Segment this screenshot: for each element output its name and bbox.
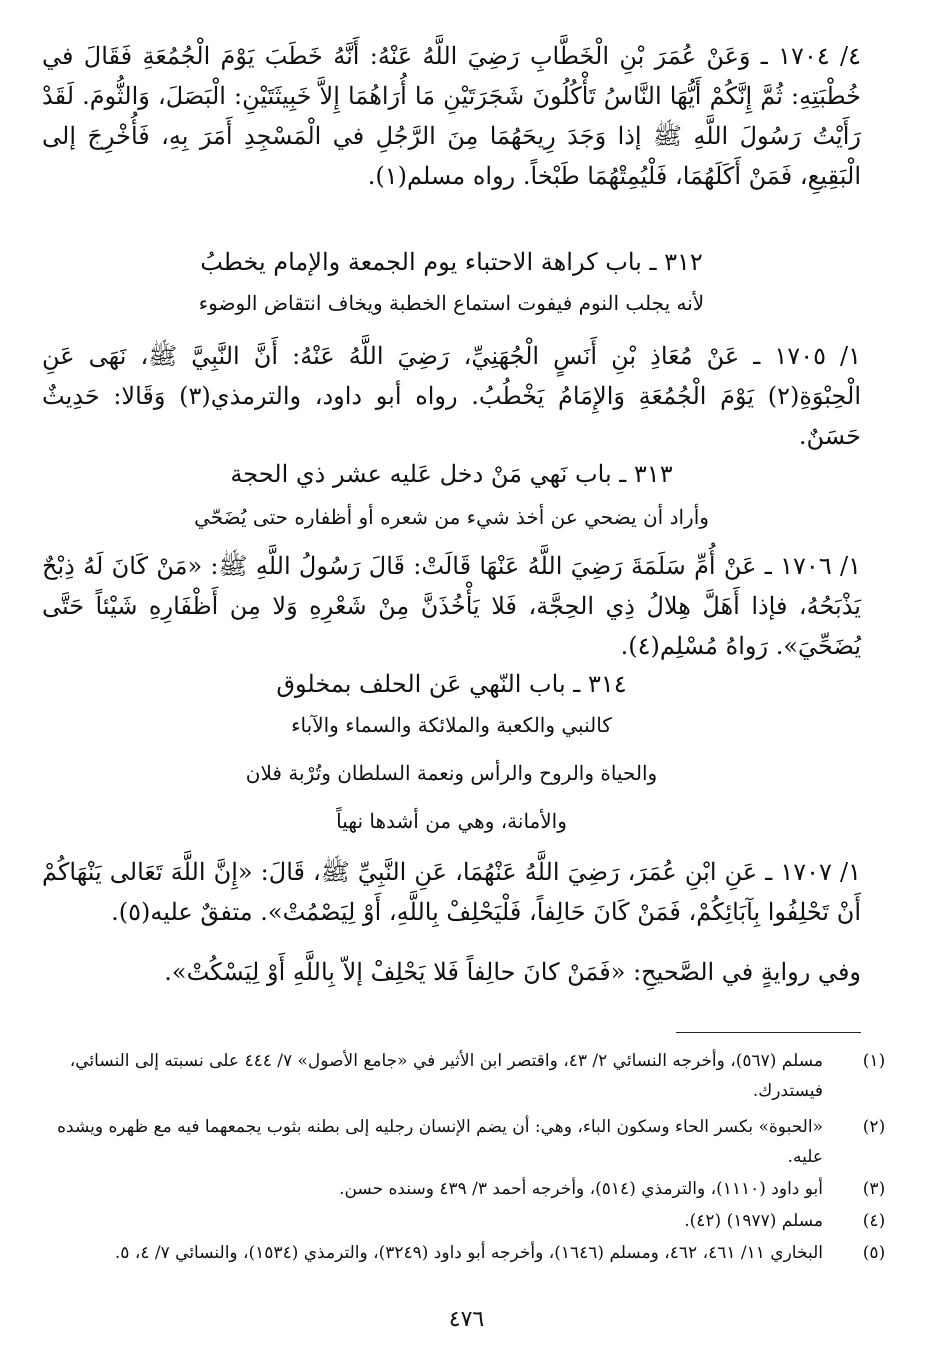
hadith-1707-paragraph: ١/ ١٧٠٧ ـ عَنِ ابْنِ عُمَرَ، رَضِيَ اللَّهُ عَنْهُمَا، عَنِ النَّبِيِّ ﷺ، قَالَ: «إِنَّ اللَّهَ تَعَالى يَنْهَاكُمْ أَنْ تَحْلِفُوا بِآبَائِكُمْ، فَمَنْ كَانَ حَالِفاً، فَلْيَحْلِفْ بِاللَّهِ، أَوْ لِيَصْمُتْ». متفقٌ عليه(٥). <box>42 858 861 926</box>
footnote-number: (٥) <box>862 1243 886 1263</box>
hadith-1706-paragraph: ١/ ١٧٠٦ ـ عَنْ أُمِّ سَلَمَةَ رَضِيَ اللَّهُ عَنْهَا قَالَتْ: قَالَ رَسُولُ اللَّهِ ﷺ: «مَنْ كَانَ لَهُ ذِبْحٌ يَذْبَحُهُ، فإذا أَهَلَّ هِلالُ ذِي الحِجَّة، فَلا يَأْخُذَنَّ مِنْ شَعْرِهِ وَلا مِن أَظْفَارِهِ شَيْئاً حَتَّى يُضَحِّيَ». رَواهُ مُسْلِم(٤). <box>42 552 861 660</box>
page-number: ٤٧٦ <box>448 1307 485 1332</box>
footnote-number: (٤) <box>862 1211 886 1231</box>
footnote-text: البخاري ١١/ ٤٦١، ٤٦٢، ومسلم (١٦٤٦)، وأخرجه أبو داود (٣٢٤٩)، والترمذي (١٥٣٤)، والنسائي ٧/ ٤، ٥. <box>114 1243 823 1263</box>
footnote-text: مسلم (٥٦٧)، وأخرجه النسائي ٢/ ٤٣، واقتصر ابن الأثير في «جامع الأصول» ٧/ ٤٤٤ على نسبته إلى النسائي، فيستدرك. <box>69 1051 823 1101</box>
chapter-312-title: ٣١٢ ـ باب كراهة الاحتباء يوم الجمعة والإمام يخطبُ <box>200 248 703 276</box>
chapter-313-subtitle: وأراد أن يضحي عن أخذ شيء من شعره أو أظفاره حتى يُضَحّي <box>194 505 709 529</box>
footnote-5 <box>42 1238 893 1268</box>
hadith-1707-riwaya: وفي روايةٍ في الصَّحيحِ: «فَمَنْ كانَ حالِفاً فَلا يَحْلِفْ إلاّ بِاللَّهِ أَوْ لِيَسْكُتْ». <box>164 958 861 986</box>
footnote-3 <box>42 1174 893 1204</box>
chapter-314-subtitle-1: كالنبي والكعبة والملائكة والسماء والآباء <box>291 713 612 737</box>
footnote-text: «الحبوة» بكسر الحاء وسكون الباء، وهي: أن يضم الإنسان رجليه إلى بطنه بثوب يجمعهما فيه مع ظهره ويشده عليه. <box>57 1117 823 1167</box>
footnote-2 <box>42 1112 893 1172</box>
footnote-number: (٣) <box>862 1179 886 1199</box>
hadith-1705-paragraph: ١/ ١٧٠٥ ـ عَنْ مُعَاذِ بْنِ أَنَسٍ الْجُهَنِيِّ، رَضِيَ اللَّهُ عَنْهُ: أَنَّ النَّبِيَّ ﷺ، نَهَى عَنِ الْحِبْوَةِ(٢) يَوْمَ الْجُمُعَةِ وَالإِمَامُ يَخْطُبُ. رواه أبو داود، والترمذي(٣) وَقَالا: حَدِيثٌ حَسَنٌ. <box>42 342 862 450</box>
footnote-4 <box>42 1206 893 1236</box>
footnote-separator <box>676 1032 861 1033</box>
footnote-number: (١) <box>862 1051 886 1071</box>
chapter-314-subtitle-2: والحياة والروح والرأس ونعمة السلطان وتُرْبة فلان <box>245 761 658 785</box>
chapter-312-subtitle: لأنه يجلب النوم فيفوت استماع الخطبة ويخاف انتقاض الوضوء <box>198 291 705 315</box>
chapter-314-subtitle-3: والأمانة، وهي من أشدها نهياً <box>336 809 567 833</box>
chapter-314-title: ٣١٤ ـ باب النّهي عَن الحلف بمخلوق <box>276 670 627 698</box>
hadith-1704-paragraph: ٤/ ١٧٠٤ ـ وَعَنْ عُمَرَ بْنِ الْخَطَّابِ رَضِيَ اللَّهُ عَنْهُ: أَنَّهُ خَطَبَ يَوْمَ الْجُمُعَةِ فَقَالَ في خُطْبَتِهِ: ثُمَّ إِنَّكُمْ أَيُّهَا النَّاسُ تَأْكُلُونَ شَجَرَتَيْنِ مَا أُرَاهُمَا إِلاَّ خَبِيثَتَيْنِ: الْبَصَلَ، وَالثُّومَ. لَقَدْ رَأَيْتُ رَسُولَ اللَّهِ ﷺ إذا وَجَدَ رِيحَهُمَا مِنَ الرَّجُلِ في الْمَسْجِدِ أَمَرَ بِهِ، فَأُخْرِجَ إلى الْبَقِيعِ، فَمَنْ أَكَلَهُمَا، فَلْيُمِتْهُمَا طَبْخاً. رواه مسلم(١). <box>42 42 862 190</box>
footnote-number: (٢) <box>862 1117 886 1137</box>
footnote-1 <box>42 1046 893 1106</box>
footnote-text: مسلم (١٩٧٧) (٤٢). <box>684 1211 823 1231</box>
chapter-313-title: ٣١٣ ـ باب نَهي مَنْ دخل عَليه عشر ذي الحجة <box>230 460 673 488</box>
footnote-text: أبو داود (١١١٠)، والترمذي (٥١٤)، وأخرجه أحمد ٣/ ٤٣٩ وسنده حسن. <box>339 1179 823 1199</box>
